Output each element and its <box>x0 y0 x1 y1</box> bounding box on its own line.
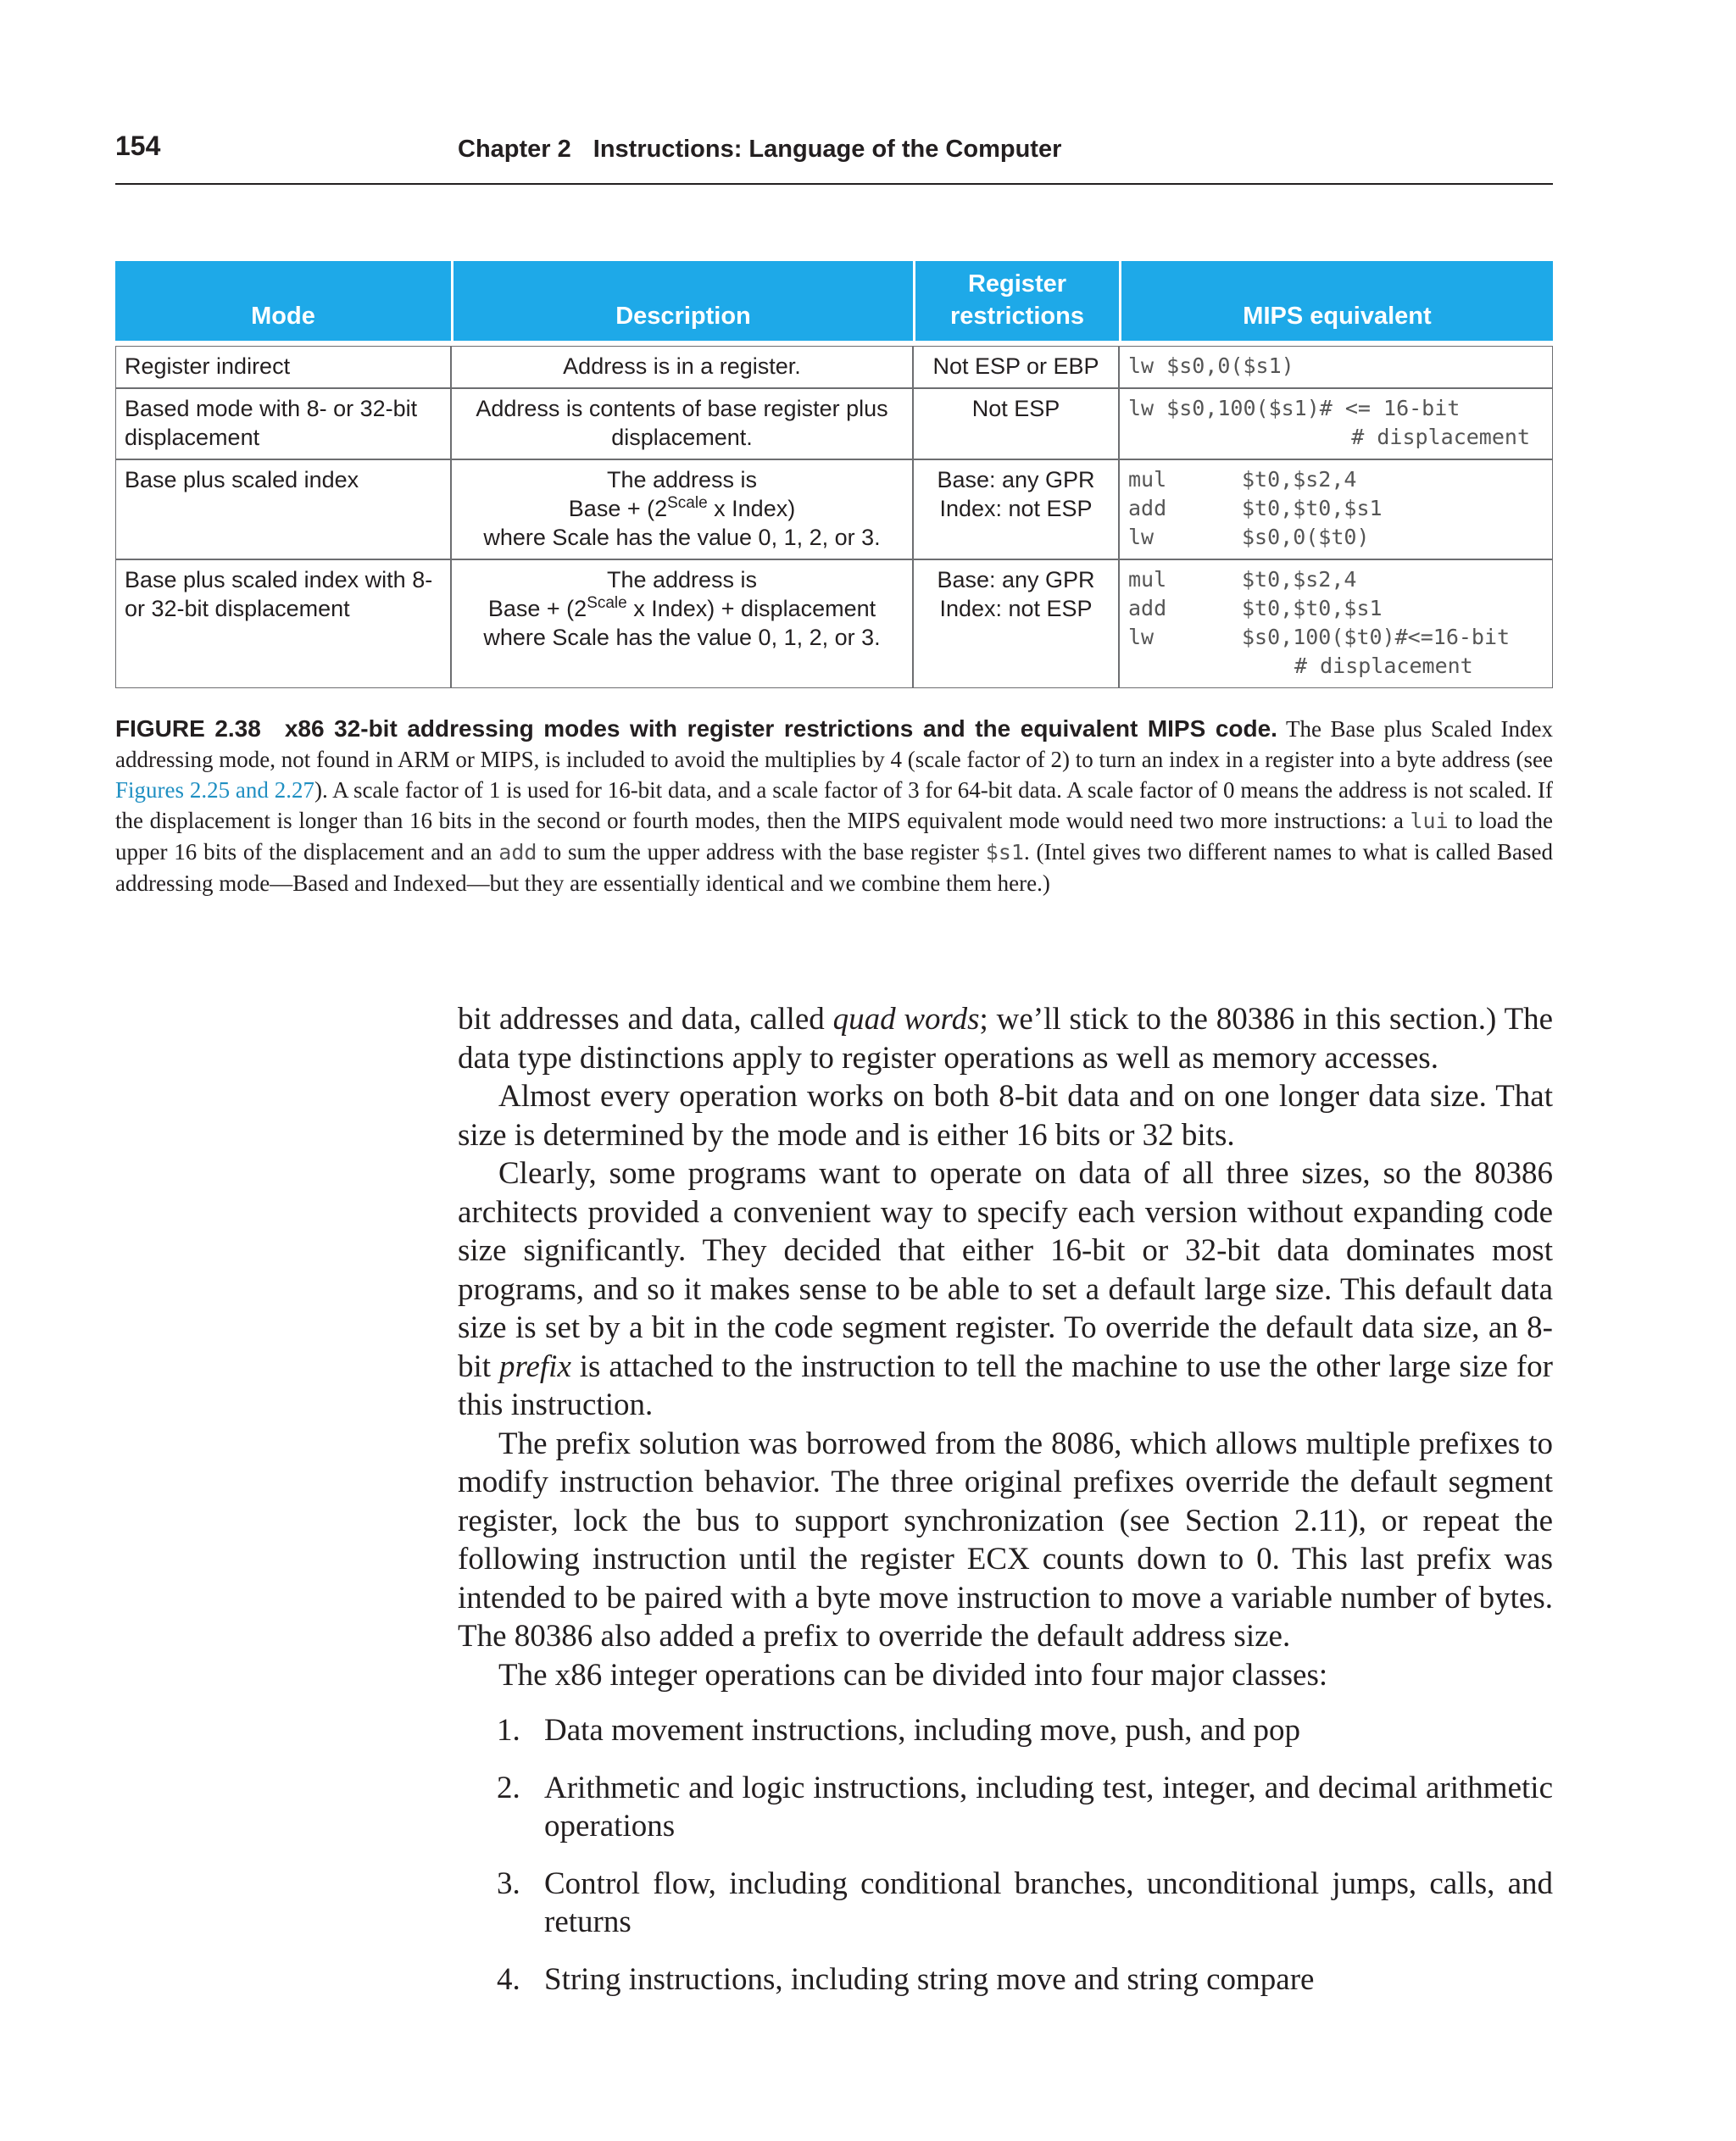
page-header <box>115 127 1553 185</box>
mips-code: mul $t0,$s2,4 add $t0,$t0,$s1 lw $s0,0($t0) <box>1128 467 1383 549</box>
chapter-title: Instructions: Language of the Computer <box>593 136 1062 163</box>
cell-mode: Based mode with 8- or 32-bit displacement <box>115 388 451 459</box>
paragraph: bit addresses and data, called quad words; we’ll stick to the 80386 in this section.) The data type distinctions apply to register operations as well as memory accesses. <box>458 1002 1554 1076</box>
cell-mode: Base plus scaled index <box>115 459 451 559</box>
cell-description: Address is in a register. <box>451 346 913 388</box>
list-item: 4. String instructions, including string move and string compare <box>497 1961 1315 1997</box>
cell-description <box>451 559 913 688</box>
inline-code: $s1 <box>985 840 1024 865</box>
description-line: where Scale has the value 0, 1, 2, or 3. <box>483 525 881 550</box>
running-head <box>458 136 1061 164</box>
addressing-modes-table <box>115 261 1553 688</box>
description-line: The address is <box>606 467 758 492</box>
cell-description: Address is contents of base register plus displacement. <box>451 388 913 459</box>
figure-caption: FIGURE 2.38 x86 32-bit addressing modes with register restrictions and the equivalent MIPS code. The Base plus Scaled Index addressing mode, not found in ARM or MIPS, is included to avoid the multiplies by 4 (scale factor of 2) to turn an index in a register into a byte address (see Figures 2.25 and 2.27). A scale factor of 1 is used for 16-bit data, and a scale factor of 3 for 64-bit data. A scale factor of 0 means the address is not scaled. If the displacement is longer than 16 bits in the second or fourth modes, then the MIPS equivalent mode would need two more instructions: a lui to load the upper 16 bits of the displacement and an add to sum the upper address with the base register $s1. (Intel gives two different names to what is called Based addressing mode—Based and Indexed—but they are essentially identical and we combine them here.) <box>115 715 1553 896</box>
cell-restrictions <box>913 459 1119 559</box>
cell-mips <box>1119 459 1553 559</box>
header-mode: Mode <box>115 261 451 341</box>
description-formula: Base + ($2^{Scale}$ x Index) + displacement <box>487 594 876 621</box>
cell-mode: Register indirect <box>115 346 451 388</box>
cell-mips <box>1119 559 1553 688</box>
table-row <box>115 388 1553 459</box>
inline-code: add <box>498 840 537 865</box>
cell-mips: lw $s0,0($s1) <box>1119 346 1553 388</box>
restriction-line: Index: not ESP <box>939 596 1093 621</box>
inline-code: lui <box>1410 809 1449 833</box>
mips-line: # displacement <box>1351 425 1530 449</box>
table-row <box>115 459 1553 559</box>
cell-mips <box>1119 388 1553 459</box>
table-header-row <box>115 261 1553 341</box>
figure-label: FIGURE 2.38 <box>115 715 261 742</box>
cell-restrictions <box>913 559 1119 688</box>
cell-description <box>451 459 913 559</box>
header-description: Description <box>451 261 913 341</box>
description-formula: Base + ($2^{Scale}$ x Index) <box>568 494 796 521</box>
header-register-restrictions <box>913 261 1119 341</box>
table-row <box>115 559 1553 688</box>
paragraph: Clearly, some programs want to operate on data of all three sizes, so the 80386 architects provided a convenient way to specify each version without expanding code size significantly. They decided that either 16-bit or 32-bit data dominates most programs, and so it makes sense to be able to set a default large size. This default data size is set by a bit in the code segment register. To override the default data size, an 8-bit prefix is attached to the instruction to tell the machine to use the other large size for this instruction. <box>458 1156 1554 1422</box>
cell-restrictions: Not ESP <box>913 388 1119 459</box>
page-number: 154 <box>115 131 161 161</box>
figure-title: x86 32-bit addressing modes with register restrictions and the equivalent MIPS code. <box>284 715 1277 742</box>
list-item: 2. Arithmetic and logic instructions, including test, integer, and decimal arithmetic operations <box>497 1770 1553 1843</box>
table-row <box>115 346 1553 388</box>
restriction-line: Index: not ESP <box>939 496 1093 521</box>
paragraph: The x86 integer operations can be divided into four major classes: <box>498 1657 1328 1693</box>
description-line: The address is <box>606 567 758 592</box>
header-register-line1: Register <box>967 270 1067 298</box>
paragraph: The prefix solution was borrowed from the 8086, which allows multiple prefixes to modify instruction behavior. The three original prefixes override the default segment register, lock the bus to support synchronization (see Section 2.11), or repeat the following instruction until the register ECX counts down to 0. This last prefix was intended to be paired with a byte move instruction to move a variable number of bytes. The 80386 also added a prefix to override the default address size. <box>458 1426 1553 1654</box>
description-line: where Scale has the value 0, 1, 2, or 3. <box>483 625 881 650</box>
mips-line: lw $s0,100($s1)# <= 16-bit <box>1128 396 1461 420</box>
chapter-number: Chapter 2 <box>458 136 571 163</box>
paragraph: Almost every operation works on both 8-bit data and on one longer data size. That size is determined by the mode and is either 16 bits or 32 bits. <box>458 1079 1553 1153</box>
list-item: 3. Control flow, including conditional branches, unconditional jumps, calls, and returns <box>497 1866 1553 1939</box>
mips-line: # displacement <box>1294 653 1473 678</box>
operation-classes-list <box>458 1711 1553 1999</box>
cell-mode: Base plus scaled index with 8- or 32-bit displacement <box>115 559 451 688</box>
restriction-line: Base: any GPR <box>937 467 1095 492</box>
restriction-line: Base: any GPR <box>937 567 1095 592</box>
header-register-line2: restrictions <box>950 303 1084 330</box>
list-item: 1. Data movement instructions, including move, push, and pop <box>497 1713 1300 1748</box>
header-mips: MIPS equivalent <box>1119 261 1553 341</box>
mips-code: mul $t0,$s2,4 add $t0,$t0,$s1 lw $s0,100($t0)#<=16-bit <box>1128 567 1511 649</box>
body-text <box>458 1000 1553 2017</box>
cell-restrictions: Not ESP or EBP <box>913 346 1119 388</box>
figure-reference-link[interactable]: Figures 2.25 and 2.27 <box>115 777 314 803</box>
